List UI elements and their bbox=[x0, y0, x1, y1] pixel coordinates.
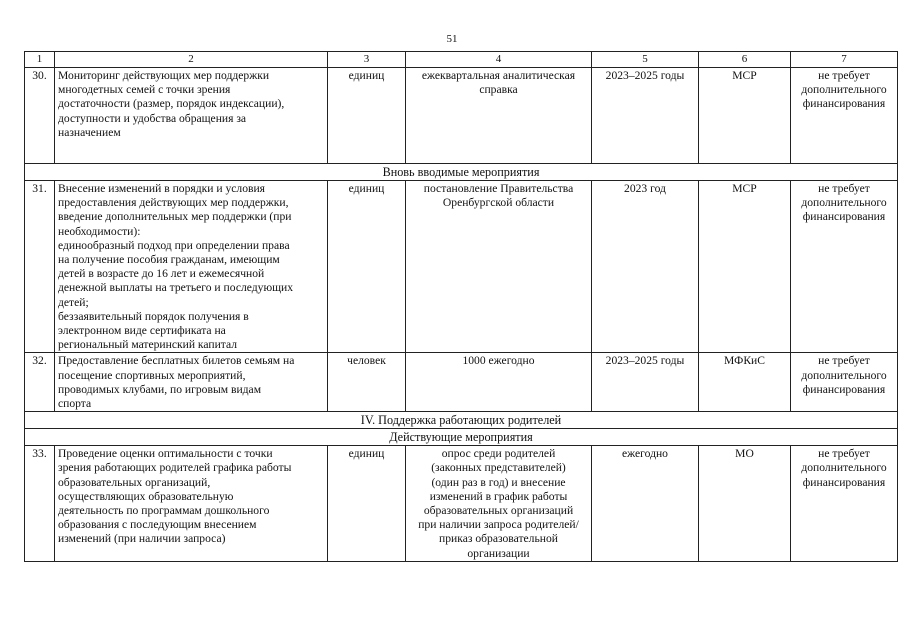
row-number: 31. bbox=[25, 181, 55, 353]
section-heading: IV. Поддержка работающих родителей bbox=[25, 412, 898, 429]
row-number: 33. bbox=[25, 446, 55, 562]
section-row bbox=[25, 164, 898, 181]
section-heading: Вновь вводимые мероприятия bbox=[25, 164, 898, 181]
measures-table bbox=[24, 51, 898, 562]
column-number: 2 bbox=[55, 52, 328, 68]
funding-cell: не требует дополнительного финансирования bbox=[791, 353, 898, 412]
column-number: 5 bbox=[592, 52, 699, 68]
table-row bbox=[25, 68, 898, 164]
executor-cell: МСР bbox=[699, 68, 791, 164]
executor-cell: МО bbox=[699, 446, 791, 562]
section-row bbox=[25, 412, 898, 429]
table-row bbox=[25, 353, 898, 412]
period-cell: 2023–2025 годы bbox=[592, 68, 699, 164]
result-cell: 1000 ежегодно bbox=[406, 353, 592, 412]
result-cell: опрос среди родителей (законных представителей) (один раз в год) и внесение изменений в график работы образовательных организаций при наличии запроса родителей/ приказ образовательной организации bbox=[406, 446, 592, 562]
unit-cell: единиц bbox=[328, 181, 406, 353]
page-number: 51 bbox=[446, 33, 458, 45]
column-number: 6 bbox=[699, 52, 791, 68]
column-number: 3 bbox=[328, 52, 406, 68]
measure-description: Проведение оценки оптимальности с точки зрения работающих родителей графика работы образовательных организаций, осуществляющих образовательную деятельность по программам дошкольного образования с последующим внесением изменений (при наличии запроса) bbox=[55, 446, 328, 562]
measure-description: Предоставление бесплатных билетов семьям на посещение спортивных мероприятий, проводимых клубами, по игровым видам спорта bbox=[55, 353, 328, 412]
funding-cell: не требует дополнительного финансирования bbox=[791, 446, 898, 562]
result-cell: ежеквартальная аналитическая справка bbox=[406, 68, 592, 164]
period-cell: 2023 год bbox=[592, 181, 699, 353]
section-row bbox=[25, 429, 898, 446]
unit-cell: человек bbox=[328, 353, 406, 412]
row-number: 30. bbox=[25, 68, 55, 164]
table-row bbox=[25, 181, 898, 353]
measure-description: Внесение изменений в порядки и условия предоставления действующих мер поддержки, введение дополнительных мер поддержки (при необходимости): единообразный подход при определении права на получение пособия гражданам, имеющим детей в возрасте до 16 лет и ежемесячной денежной выплаты на третьего и последующих детей; беззаявительный порядок получения в электронном виде сертификата на региональный материнский капитал bbox=[55, 181, 328, 353]
period-cell: 2023–2025 годы bbox=[592, 353, 699, 412]
section-heading: Действующие мероприятия bbox=[25, 429, 898, 446]
column-number: 4 bbox=[406, 52, 592, 68]
unit-cell: единиц bbox=[328, 446, 406, 562]
funding-cell: не требует дополнительного финансирования bbox=[791, 181, 898, 353]
executor-cell: МСР bbox=[699, 181, 791, 353]
row-number: 32. bbox=[25, 353, 55, 412]
measure-description: Мониторинг действующих мер поддержки многодетных семей с точки зрения достаточности (размер, порядок индексации), доступности и удобства обращения за назначением bbox=[55, 68, 328, 164]
column-number: 7 bbox=[791, 52, 898, 68]
unit-cell: единиц bbox=[328, 68, 406, 164]
executor-cell: МФКиС bbox=[699, 353, 791, 412]
table-row bbox=[25, 446, 898, 562]
column-number-row bbox=[25, 52, 898, 68]
funding-cell: не требует дополнительного финансирования bbox=[791, 68, 898, 164]
period-cell: ежегодно bbox=[592, 446, 699, 562]
result-cell: постановление Правительства Оренбургской области bbox=[406, 181, 592, 353]
column-number: 1 bbox=[25, 52, 55, 68]
